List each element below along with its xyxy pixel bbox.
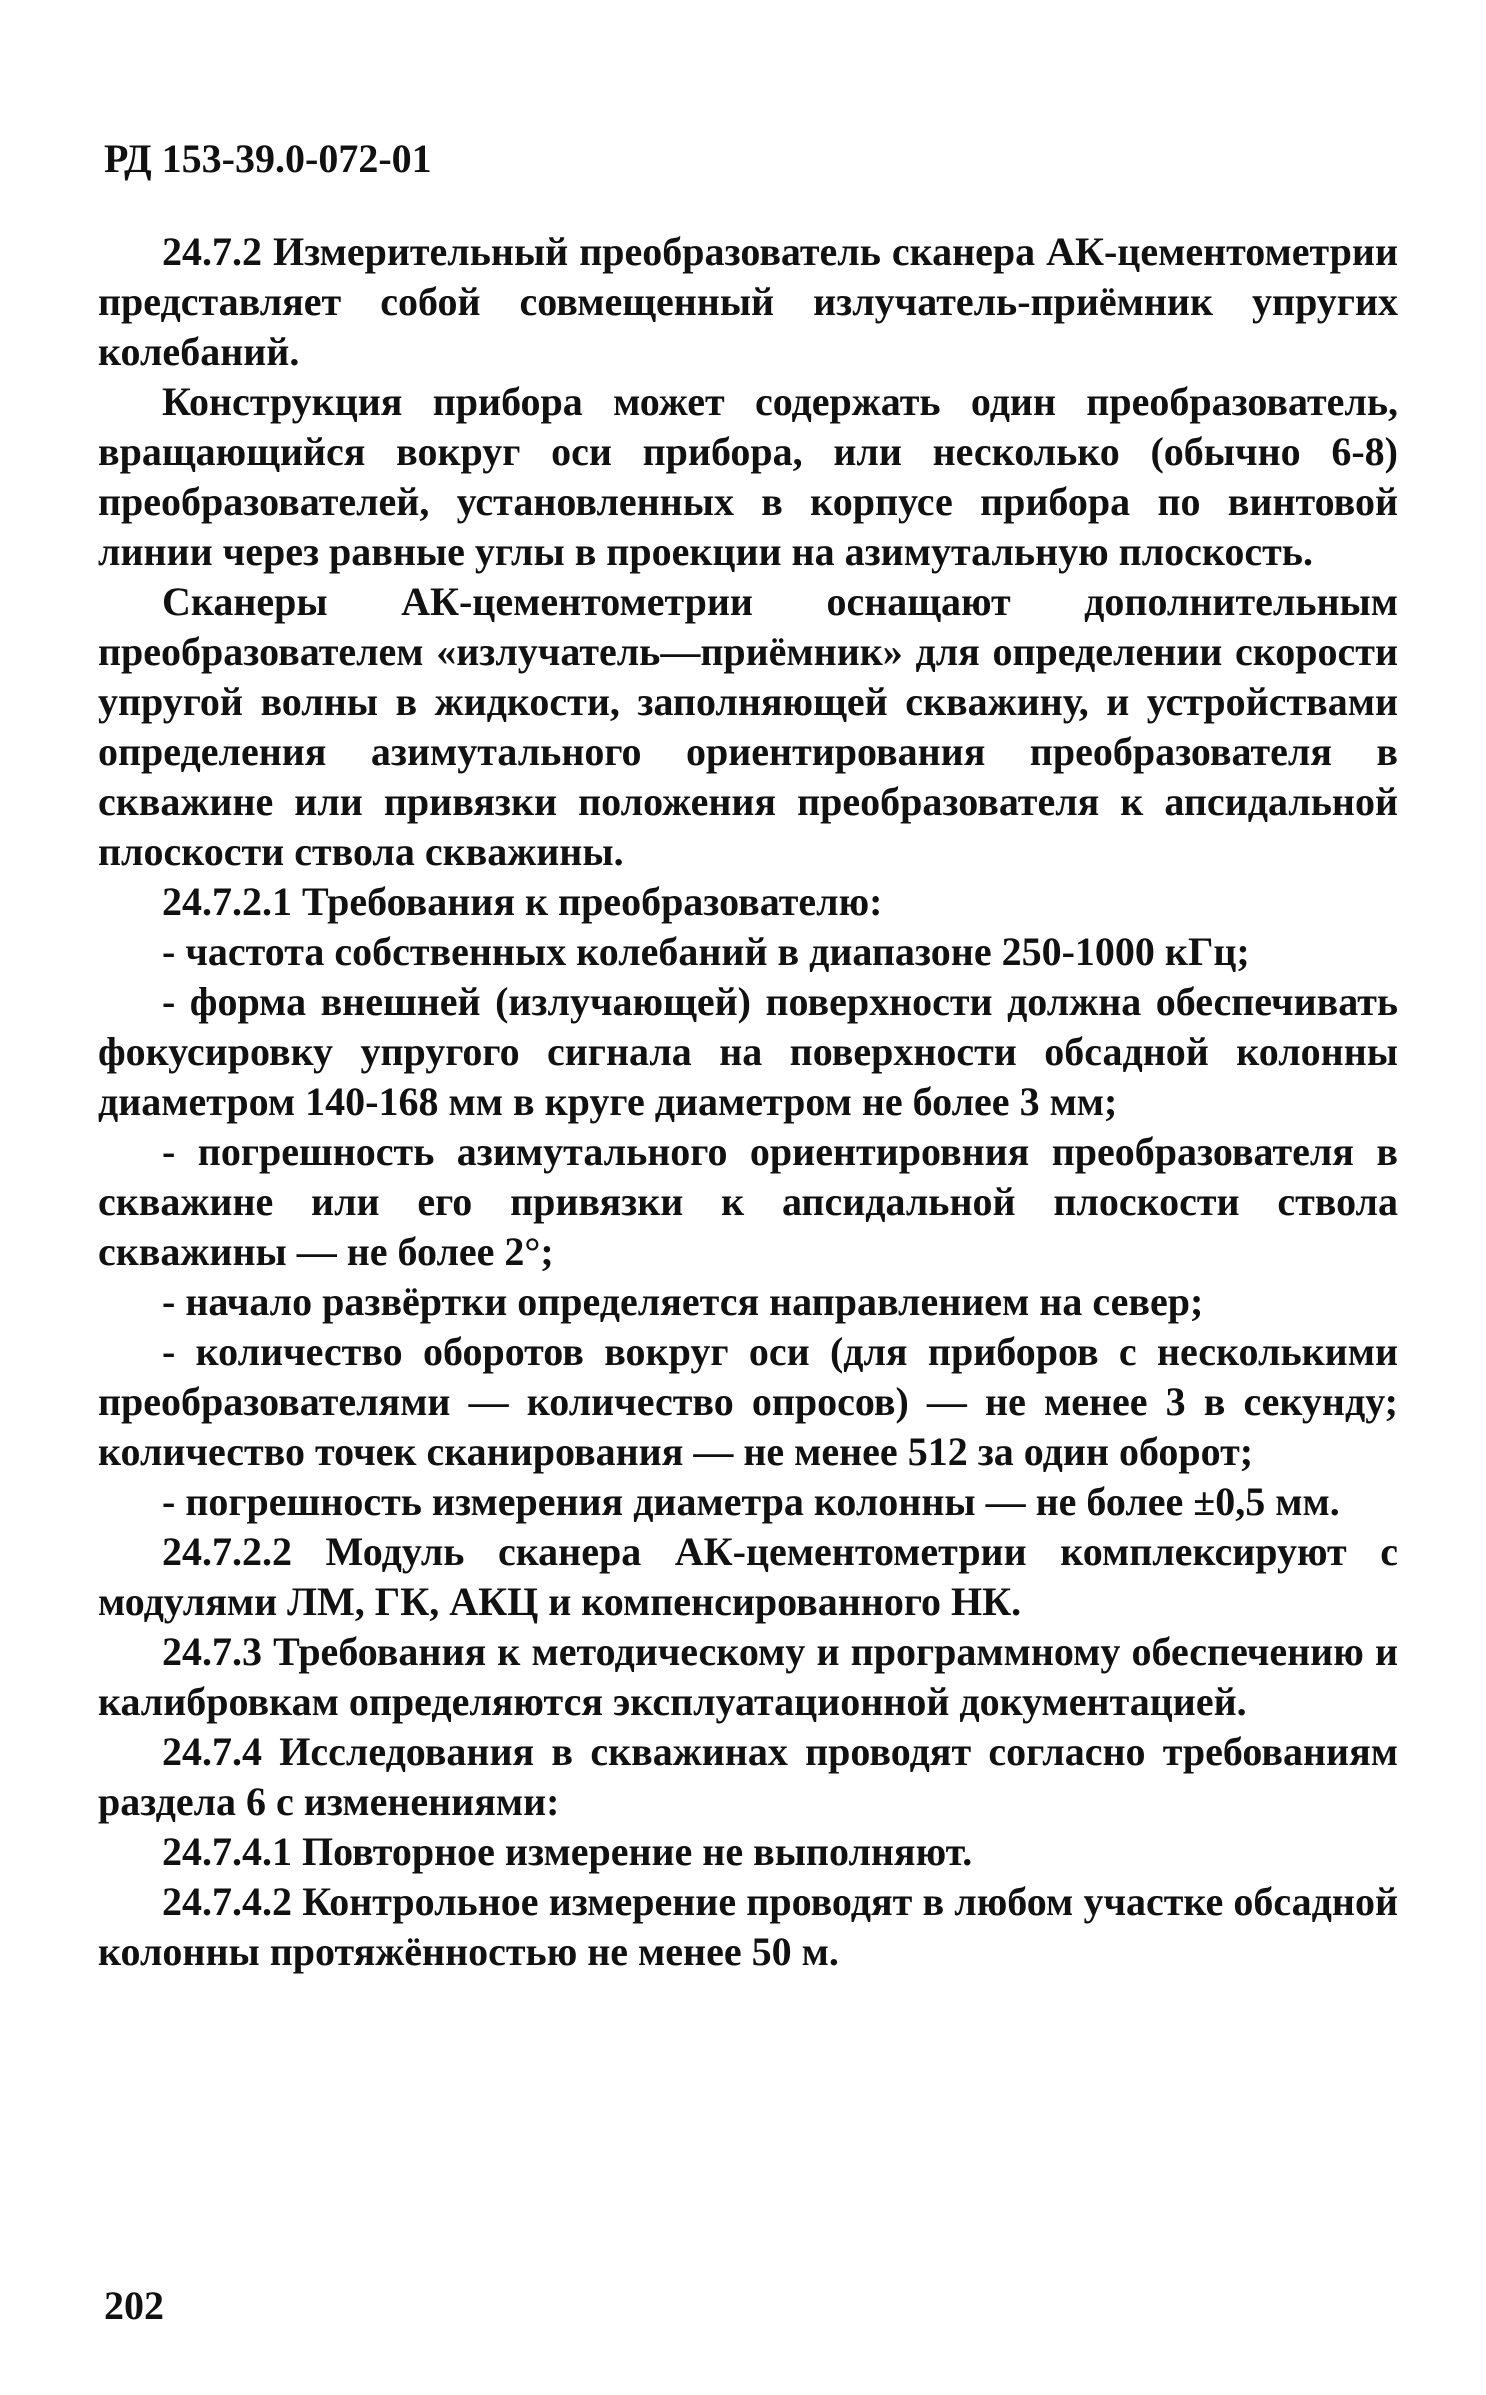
paragraph-scanner-equipment: Сканеры АК-цементометрии оснащают дополнительным преобразователем «излучатель—приёмник» для определении скорости упругой волны в жидкости, заполняющей скважину, и устройствами определения азимутального ориентирования преобразователя в скважине или привязки положения преобразователя к апсидальной плоскости ствола скважины. [98, 579, 1398, 874]
document-body [98, 227, 1398, 1977]
list-item-frequency: - частота собственных колебаний в диапазоне 250-1000 кГц; [162, 929, 1250, 974]
paragraph-device-design: Конструкция прибора может содержать один преобразователь, вращающийся вокруг оси прибора, или несколько (обычно 6-8) преобразователей, установленных в корпусе прибора по винтовой линии через равные углы в проекции на азимутальную плоскость. [98, 379, 1398, 574]
list-item-rotation-count: - количество оборотов вокруг оси (для приборов с несколькими преобразователями — количество опросов) — не менее 3 в секунду; количество точек сканирования — не менее 512 за один оборот; [98, 1329, 1398, 1474]
paragraph-24-7-2: 24.7.2 Измерительный преобразователь сканера АК-цементометрии представляет собой совмещенный излучатель-приёмник упругих колебаний. [98, 229, 1398, 374]
document-code: РД 153-39.0-072-01 [104, 136, 432, 181]
paragraph-24-7-4-2: 24.7.4.2 Контрольное измерение проводят в любом участке обсадной колонны протяжённостью не менее 50 м. [98, 1879, 1398, 1974]
list-item-sweep-start: - начало развёртки определяется направлением на север; [162, 1279, 1204, 1324]
list-item-diameter-error: - погрешность измерения диаметра колонны — не более ±0,5 мм. [162, 1479, 1340, 1524]
paragraph-24-7-4-1: 24.7.4.1 Повторное измерение не выполняют. [162, 1829, 973, 1874]
paragraph-24-7-4: 24.7.4 Исследования в скважинах проводят согласно требованиям раздела 6 с изменениями: [98, 1729, 1398, 1824]
list-item-surface-shape: - форма внешней (излучающей) поверхности должна обеспечивать фокусировку упругого сигнала на поверхности обсадной колонны диаметром 140-168 мм в круге диаметром не более 3 мм; [98, 979, 1398, 1124]
list-item-orientation-error: - погрешность азимутального ориентировния преобразователя в скважине или его привязки к апсидальной плоскости ствола скважины — не более 2°; [98, 1129, 1398, 1274]
page-number: 202 [104, 2283, 164, 2328]
paragraph-24-7-2-1: 24.7.2.1 Требования к преобразователю: [162, 879, 883, 924]
paragraph-24-7-2-2: 24.7.2.2 Модуль сканера АК-цементометрии комплексируют с модулями ЛМ, ГК, АКЦ и компенсированного НК. [98, 1529, 1398, 1624]
paragraph-24-7-3: 24.7.3 Требования к методическому и программному обеспечению и калибровкам определяются эксплуатационной документацией. [98, 1629, 1398, 1724]
